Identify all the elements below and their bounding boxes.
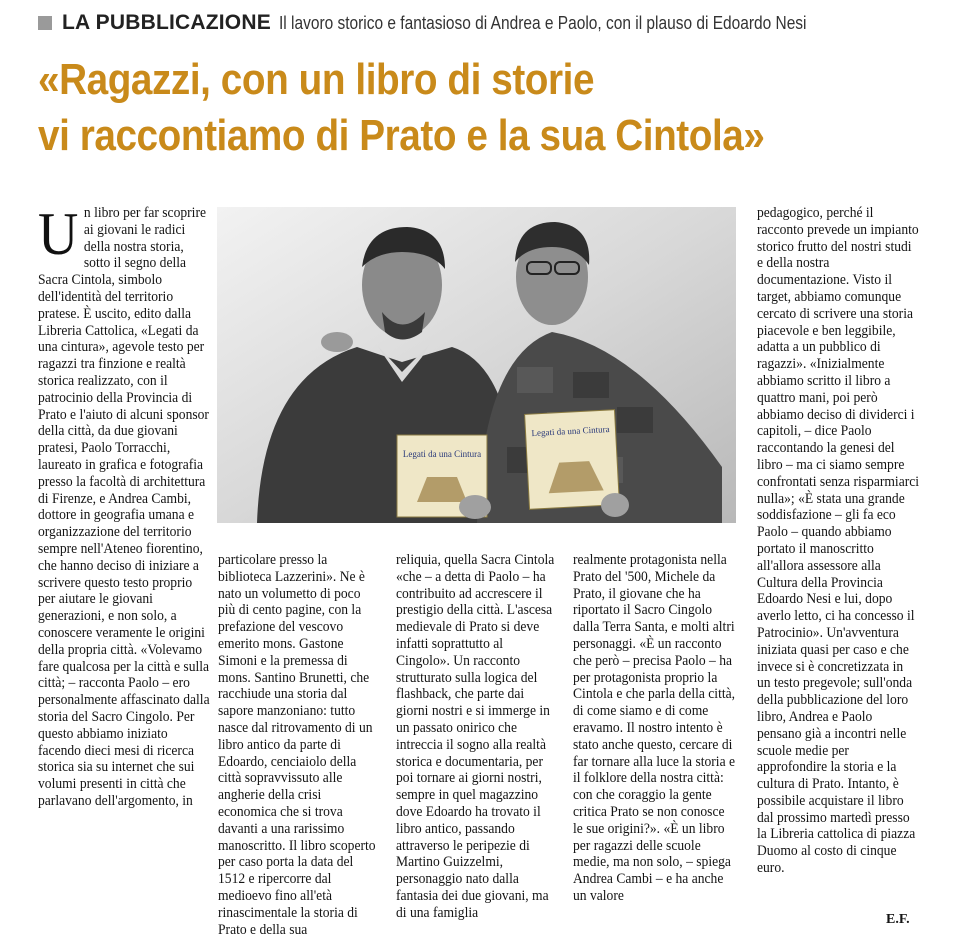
column-4-text: realmente protagonista nella Prato del '500, Michele da Prato, il giovane che ha riportato il Sacro Cingolo dalla Terra Santa, e molti altri personaggi. «È un racconto che però – precisa Paolo – ha per protagonista proprio la Cintola e che parla della città, di come siamo e di come eravamo. Il nostro intento è stato anche questo, cercare di far tornare alla luce la storia e il folklore della nostra città: con che coraggio la gente critica Prato se non conosce le sue origini?». «È un libro per ragazzi delle scuole medie, ma non solo, – spiega Andrea Cambi – e ha anche un valore xyxy=(573,552,736,904)
column-3-text: reliquia, quella Sacra Cintola «che – a detta di Paolo – ha contribuito ad accrescere il prestigio della città. L'ascesa medievale di Prato si deve infatti soprattutto al Cingolo». Un racconto strutturato sulla logica del flashback, che parte dai giorni nostri e si immerge in un passato onirico che intreccia il sogno alla realtà storica e documentaria, per poi tornare ai giorni nostri, sempre in quel magazzino dove Edoardo ha trovato il libro antico, passando attraverso le peripezie di Martino Guizzelmi, personaggio nato dalla fantasia dei due giovani, ma di una famiglia xyxy=(396,552,555,921)
headline-line-2: vi raccontiamo di Prato e la sua Cintola» xyxy=(38,111,765,160)
article-column-3 xyxy=(396,552,559,922)
kicker-subtitle: Il lavoro storico e fantasioso di Andrea e Paolo, con il plauso di Edoardo Nesi xyxy=(278,12,807,33)
column-5-text: pedagogico, perché il racconto prevede un impianto storico frutto del nostri studi e della nostra documentazione. Visto il target, abbiamo comunque cercato di scrivere una storia piacevole e ben leggibile, adatta a un pubblico di ragazzi». «Inizialmente abbiamo scritto il libro a quattro mani, poi però abbiamo deciso di dividerci i capitoli, – dice Paolo raccontando la genesi del libro – ma ci siamo sempre confrontati senza risparmiarci nulla»; «È stata una grande soddisfazione – gli fa eco Paolo – quando abbiamo portato il manoscritto all'allora assessore alla Cultura della Provincia Edoardo Nesi e lui, dopo averlo letto, ci ha concesso il Patrocinio». Un'avventura iniziata quasi per caso e che invece si è concretizzata in un testo pregevole; sull'onda della pubblicazione del loro libro, Andrea e Paolo pensano già a incontri nelle scuole medie per approfondire la storia e la cultura di Prato. Intanto, è possibile acquistare il libro dal prossimo martedì presso la Libreria cattolica di piazza Duomo al costo di cinque euro. xyxy=(757,205,920,877)
article-column-4 xyxy=(573,552,736,905)
book-right xyxy=(525,410,620,510)
headline-line-1: «Ragazzi, con un libro di storie xyxy=(38,55,595,104)
photo-illustration xyxy=(217,207,736,523)
headline xyxy=(38,52,938,164)
author-signature: E.F. xyxy=(886,912,910,927)
column-1-text: n libro per far scoprire ai giovani le radici della nostra storia, sotto il segno della Sacra Cintola, simbolo dell'identità del territorio pratese. È uscito, edito dalla Libreria Cattolica, «Legati da una cintura», agevole testo per ragazzi tra finzione e realtà storica realizzato, con il patrocinio della Provincia di Prato e l'aiuto di alcuni sponsor della città, da due giovani pratesi, Paolo Torracchi, laureato in grafica e fotografia presso la facoltà di architettura di Firenze, e Andrea Cambi, dottore in geografia umana e organizzazione del territorio sempre nell'Ateneo fiorentino, che hanno deciso di iniziare a scrivere questo testo proprio per aiutare le giovani generazioni, e non solo, a conoscere veramente le origini della propria città. «Volevamo fare qualcosa per la città e sulla città; – racconta Paolo – ero personalmente affascinato dalla storia del Sacro Cingolo. Per questo abbiamo iniziato facendo dieci mesi di ricerca storica sia su internet che sui volumi presenti in città che parlavano dell'argomento, in xyxy=(38,205,210,809)
article-column-1 xyxy=(38,201,210,810)
column-2-text: particolare presso la biblioteca Lazzerini». Ne è nato un volumetto di poco più di cento pagine, con la prefazione del vescovo emerito mons. Gastone Simoni e la premessa di mons. Santino Brunetti, che racchiude una storia dal sapore manzoniano: tutto nasce dal ritrovamento di un libro antico da parte di Edoardo, cenciaiolo della città sopravvissuto alle angherie della crisi economica che si trova davanti a una rarissimo manoscritto. Il libro scoperto per caso porta la data del 1512 e ripercorre dal medioevo fino all'età rinascimentale la storia di Prato e della sua xyxy=(218,552,376,938)
section-square-icon xyxy=(38,16,52,30)
article-column-2 xyxy=(218,552,376,938)
kicker xyxy=(38,8,938,38)
drop-cap: U xyxy=(38,201,79,267)
article-column-5 xyxy=(757,205,920,877)
article-photo xyxy=(217,207,736,523)
section-label: LA PUBBLICAZIONE xyxy=(62,11,271,34)
book-left-title: Legati da una Cintura xyxy=(402,449,482,459)
book-right-title: Legati da una Cintura xyxy=(531,423,610,439)
